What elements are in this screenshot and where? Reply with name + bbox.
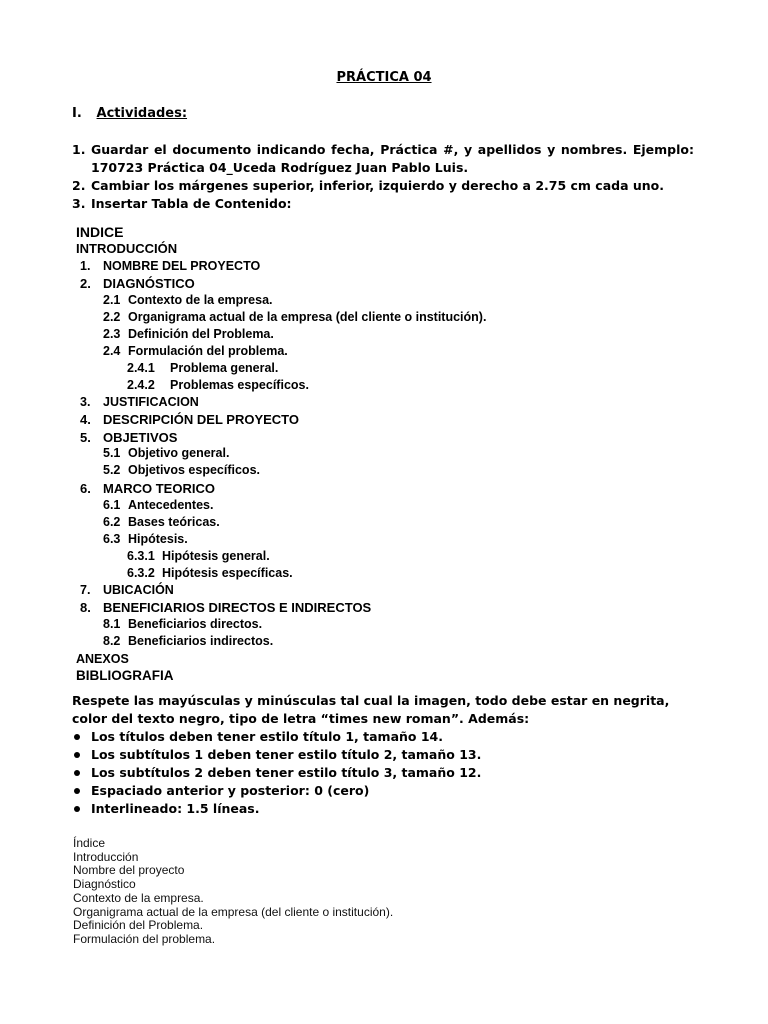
plain-line: Índice [73,836,106,850]
toc-entry [80,583,174,597]
toc-text: INTRODUCCIÓN [76,241,178,256]
toc-text: Objetivos específicos. [128,463,260,477]
bullet-item [72,800,702,818]
section-number: I. [72,106,82,121]
toc-entry [80,412,299,427]
toc-subentry [103,498,213,512]
toc-entry [80,276,195,291]
toc-subsubentry [127,378,309,392]
toc-text: Objetivo general. [128,446,230,460]
plain-line: Nombre del proyecto [73,863,185,878]
plain-text-list [73,837,393,947]
page-title: PRÁCTICA 04 [336,70,432,85]
bullet-text: Los subtítulos 2 deben tener estilo título 3, tamaño 12. [91,765,482,780]
toc-text: Organigrama actual de la empresa (del cliente o institución). [128,310,487,324]
plain-line: Introducción [73,849,139,864]
toc-number: 6.3 [103,532,121,546]
plain-line: Contexto de la empresa. [73,890,204,905]
activity-number: 3. [72,196,86,211]
toc-number: 5. [80,430,91,445]
toc-number: 2.4 [103,344,121,358]
toc-subsubentry [127,549,270,563]
toc-number: 6. [80,481,91,496]
toc-subentry [103,515,220,529]
toc-text: Hipótesis específicas. [162,566,293,580]
toc-number: 8. [80,600,91,615]
toc-text: Hipótesis general. [162,549,270,563]
activity-number: 1. [72,142,86,157]
toc-entry [76,652,129,666]
activity-text: Guardar el documento indicando fecha, Práctica #, y apellidos y nombres. Ejemplo: 170723 Práctica 04_Uceda Rodríguez Juan Pablo Luis. [91,142,694,175]
toc-entry [80,430,177,445]
bullet-text: Los títulos deben tener estilo título 1, tamaño 14. [91,729,444,744]
toc-subentry [103,446,229,460]
toc-number: 1. [80,259,91,273]
toc-text: NOMBRE DEL PROYECTO [103,259,261,273]
bullet-item [72,746,702,764]
bullet-icon [74,752,80,758]
toc-text: INDICE [76,224,124,240]
toc-number: 3. [80,395,91,409]
toc-text: Problema general. [170,361,279,375]
toc-text: Bases teóricas. [128,515,220,529]
activity-item [72,195,694,213]
toc-text: DESCRIPCIÓN DEL PROYECTO [103,412,299,427]
toc-number: 2.4.2 [127,378,155,392]
toc-text: DIAGNÓSTICO [103,276,195,291]
toc-subsubentry [127,566,293,580]
plain-line: Diagnóstico [73,877,136,892]
toc-entry [80,481,215,496]
instructions-block [72,692,702,818]
toc-subentry [103,634,273,648]
toc-entry [76,668,174,683]
bullet-item [72,728,702,746]
toc-text: Contexto de la empresa. [128,293,273,307]
toc-number: 6.2 [103,515,121,529]
bullet-icon [74,734,80,740]
toc-number: 6.3.1 [127,549,155,563]
toc-text: JUSTIFICACION [103,395,199,409]
bullet-icon [74,770,80,776]
activity-text: Cambiar los márgenes superior, inferior, izquierdo y derecho a 2.75 cm cada uno. [91,178,665,193]
toc-subsubentry [127,361,278,375]
toc-text: ANEXOS [76,652,129,666]
toc-number: 2.4.1 [127,361,155,375]
instructions-paragraph: Respete las mayúsculas y minúsculas tal cual la imagen, todo debe estar en negrita, color del texto negro, tipo de letra “times new roman”. Además: [72,693,670,726]
toc-number: 7. [80,583,91,597]
toc-subentry [103,310,486,324]
toc-subentry [103,293,273,307]
toc-number: 2.3 [103,327,121,341]
activity-number: 2. [72,178,86,193]
toc-text: Definición del Problema. [128,327,274,341]
section-label: Actividades: [96,106,188,121]
toc-subentry [103,344,288,358]
activity-item [72,141,694,177]
toc-subentry [103,463,260,477]
bullet-text: Espaciado anterior y posterior: 0 (cero) [91,783,370,798]
toc-entry [76,241,177,256]
toc-text: Beneficiarios directos. [128,617,263,631]
toc-number: 4. [80,412,91,427]
section-heading [72,106,187,121]
toc-text: MARCO TEORICO [103,481,215,496]
toc-number: 8.2 [103,634,121,648]
toc-text: Formulación del problema. [128,344,288,358]
toc-text: OBJETIVOS [103,430,178,445]
bullet-item [72,764,702,782]
plain-line: Organigrama actual de la empresa (del cliente o institución). [73,904,394,919]
toc-entry [80,600,371,615]
toc-number: 6.3.2 [127,566,155,580]
plain-line: Definición del Problema. [73,918,204,933]
activity-item [72,177,694,195]
toc-text: BENEFICIARIOS DIRECTOS E INDIRECTOS [103,600,372,615]
toc-subentry [103,327,274,341]
toc-text: Antecedentes. [128,498,214,512]
toc-subentry [103,532,188,546]
toc-heading [76,224,123,240]
toc-text: BIBLIOGRAFIA [76,668,174,683]
bullet-icon [74,806,80,812]
toc-number: 5.2 [103,463,121,477]
toc-text: UBICACIÓN [103,583,174,597]
activity-text: Insertar Tabla de Contenido: [91,196,292,211]
toc-entry [80,259,260,273]
bullet-icon [74,788,80,794]
activities-list [72,141,694,213]
toc-subentry [103,617,262,631]
plain-line: Formulación del problema. [73,931,216,946]
toc-number: 6.1 [103,498,121,512]
toc-number: 2. [80,276,91,291]
format-bullet-list [72,728,702,818]
bullet-item [72,782,702,800]
toc-number: 2.2 [103,310,121,324]
toc-text: Problemas específicos. [170,378,309,392]
toc-text: Hipótesis. [128,532,188,546]
toc-number: 2.1 [103,293,121,307]
toc-entry [80,395,199,409]
toc-number: 8.1 [103,617,121,631]
toc-text: Beneficiarios indirectos. [128,634,274,648]
bullet-text: Interlineado: 1.5 líneas. [91,801,260,816]
bullet-text: Los subtítulos 1 deben tener estilo título 2, tamaño 13. [91,747,482,762]
toc-number: 5.1 [103,446,121,460]
